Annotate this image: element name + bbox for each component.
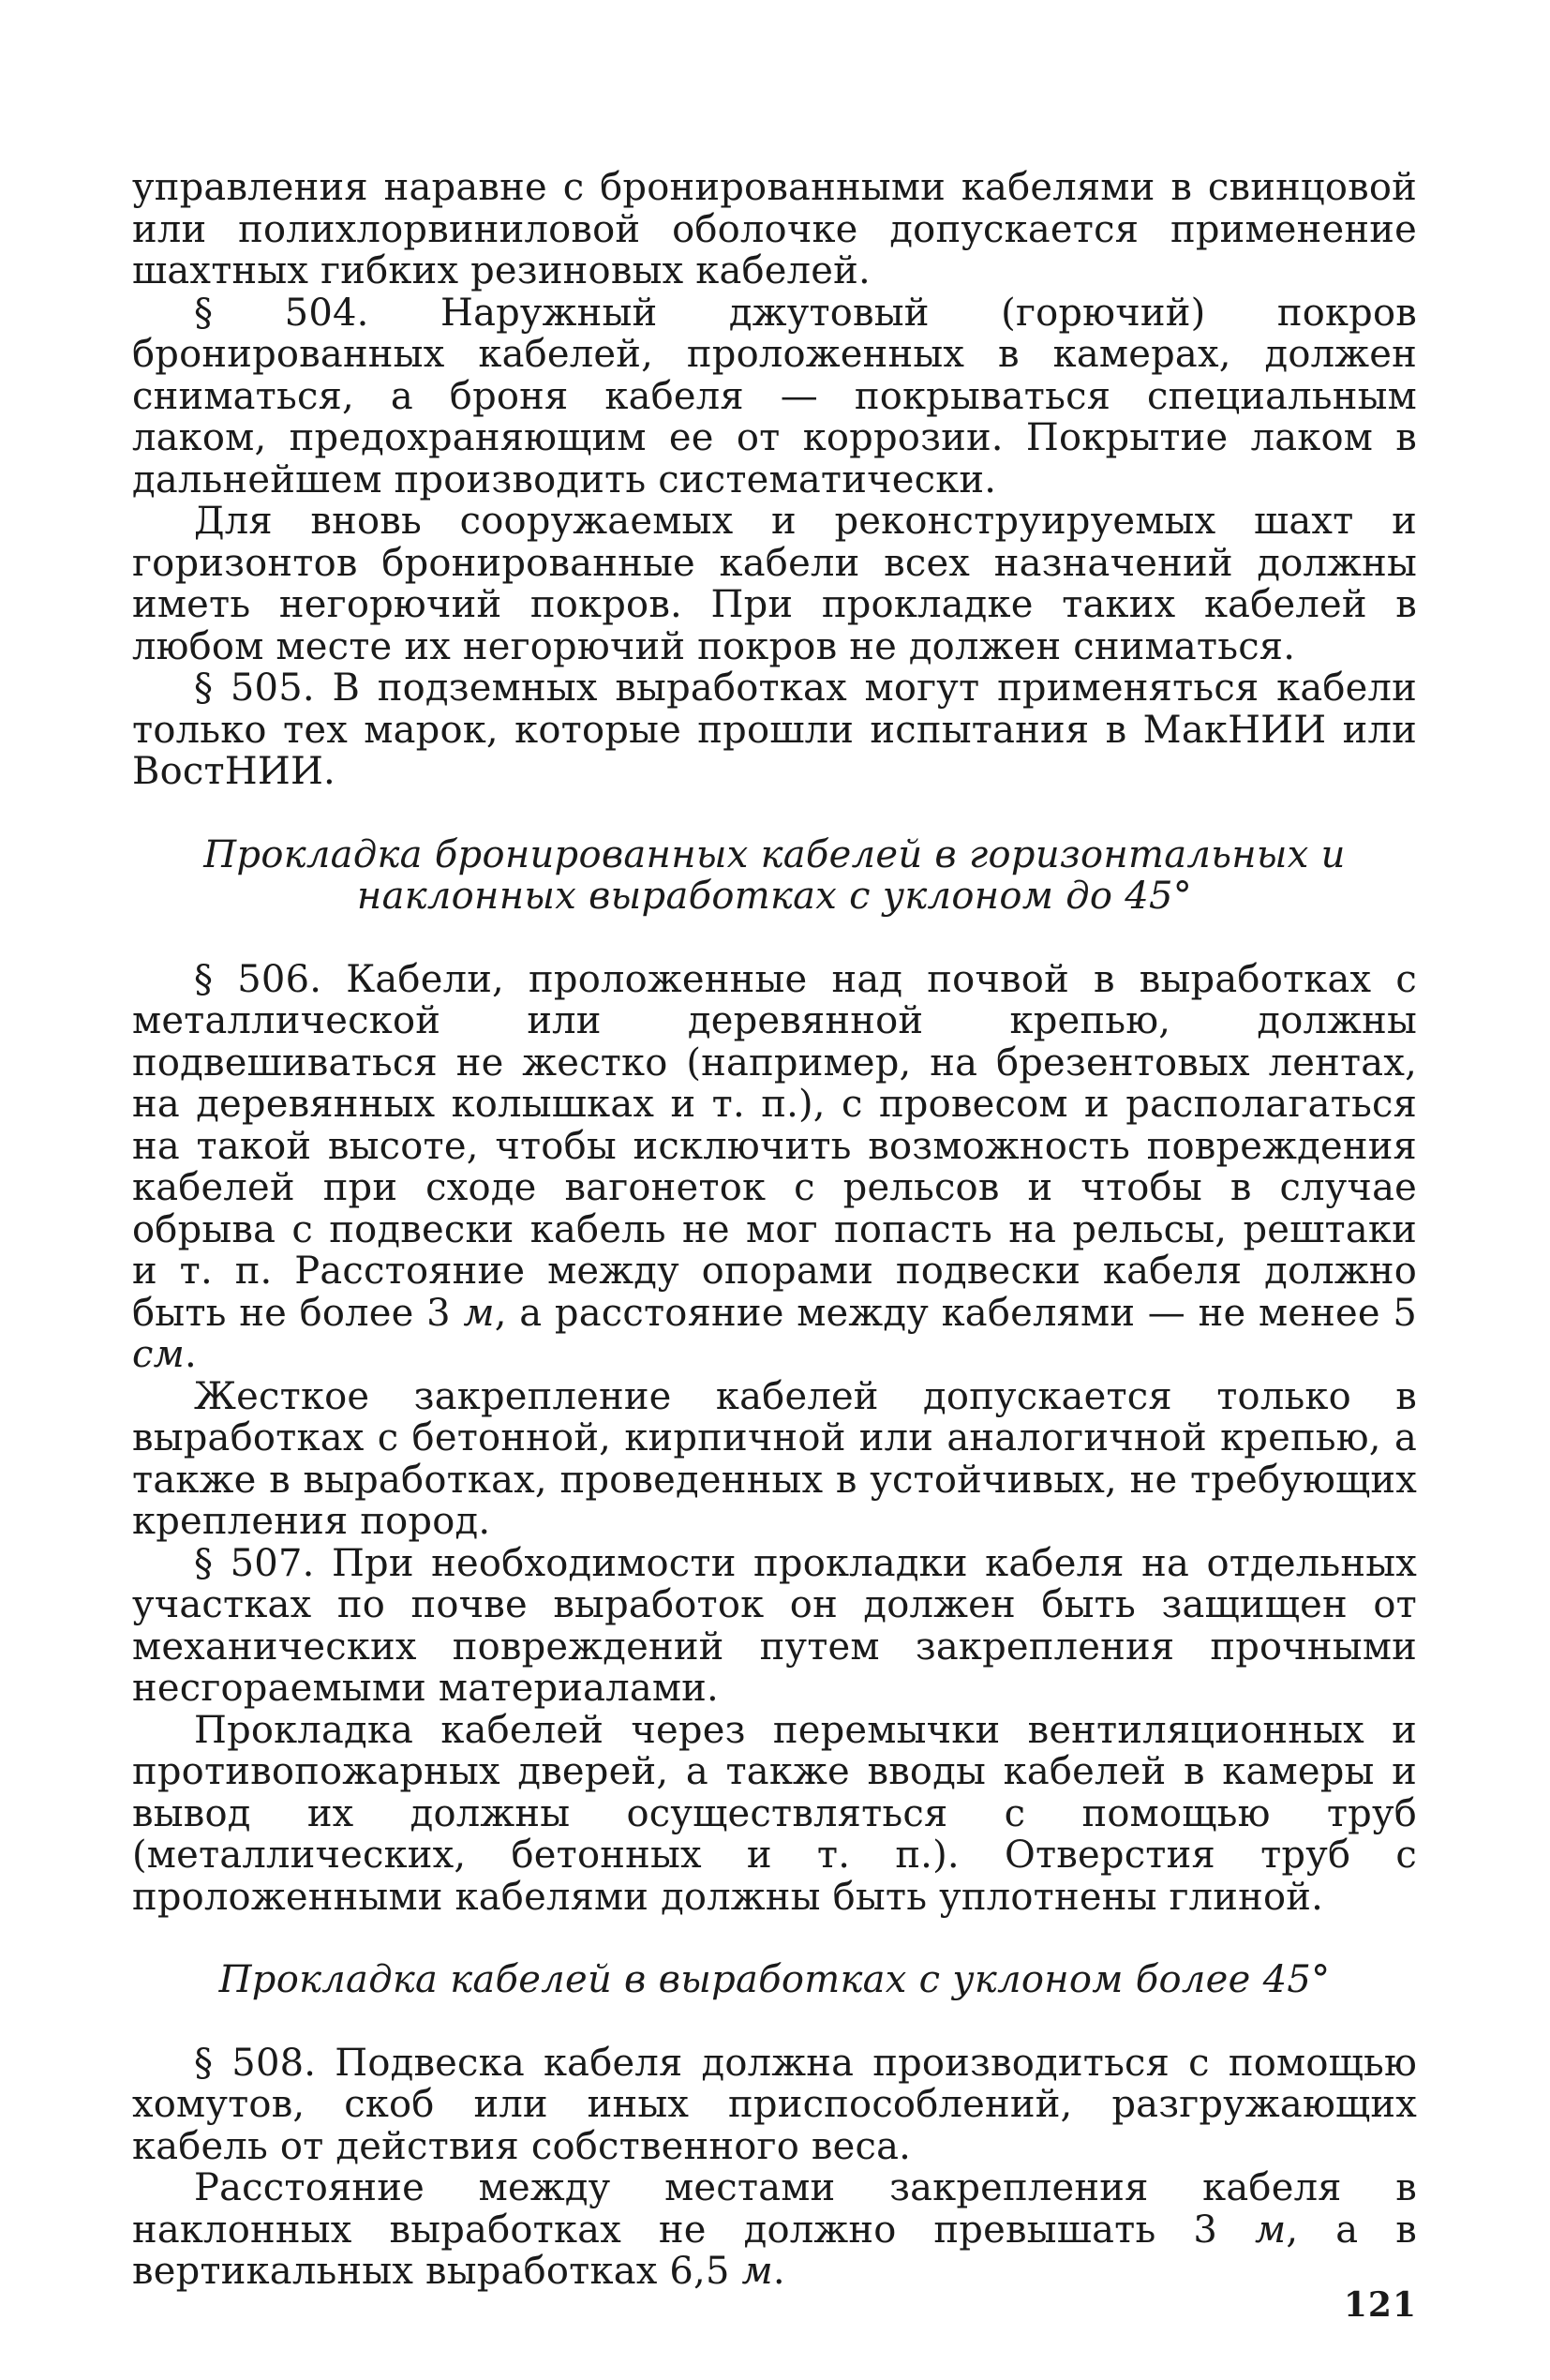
unit-centimeters: см: [132, 1333, 185, 1376]
unit-meters-vertical: м: [741, 2250, 773, 2293]
unit-meters-inclined: м: [1255, 2208, 1287, 2252]
paragraph-continuation: управления наравне с бронированными кабелями в свинцовой или полихлорвиниловой оболочке допускается применение шахтных гибких резиновых кабелей.: [132, 166, 1417, 292]
paragraph-506-text-b: , а расстояние между кабелями — не менее 5: [494, 1291, 1417, 1335]
paragraph-fixing-text-c: .: [772, 2250, 785, 2293]
paragraph-504: § 504. Наружный джутовый (горючий) покров бронированных кабелей, проложенных в камерах, должен сниматься, а броня кабеля — покрываться специальным лаком, предохраняющим ее от коррозии. Покрытие лаком в дальнейшем производить систематически.: [132, 291, 1417, 501]
paragraph-fixing-distance: [132, 2167, 1417, 2293]
paragraph-507: § 507. При необходимости прокладки кабеля на отдельных участках по почве выработок он должен быть защищен от механических повреждений путем закрепления прочными несгораемыми материалами.: [132, 1541, 1417, 1710]
page-number: 121: [1343, 2285, 1417, 2325]
section-heading-armored-cables: Прокладка бронированных кабелей в горизонтальных и наклонных выработках с уклоном до 45°: [203, 832, 1346, 918]
paragraph-505: § 505. В подземных выработках могут применяться кабели только тех марок, которые прошли испытания в МакНИИ или ВостНИИ.: [132, 666, 1417, 793]
paragraph-504-new-shafts: Для вновь сооружаемых и реконструируемых шахт и горизонтов бронированные кабели всех назначений должны иметь негорючий покров. При прокладке таких кабелей в любом месте их негорючий покров не должен сниматься.: [132, 500, 1417, 668]
paragraph-506-text-a: § 506. Кабели, проложенные над почвой в выработках с металлической или деревянной крепью, должны подвешиваться не жестко (например, на брезентовых лентах, на деревянных колышках и т. п.), с провесом и располагаться на такой высоте, чтобы исключить возможность повреждения кабелей при сходе вагонеток с рельсов и чтобы в случае обрыва с подвески кабель не мог попасть на рельсы, рештаки и т. п. Расстояние между опорами подвески кабеля должно быть не более 3: [132, 957, 1417, 1335]
unit-meters: м: [463, 1291, 495, 1335]
paragraph-cable-passage: Прокладка кабелей через перемычки вентиляционных и противопожарных дверей, а также вводы кабелей в камеры и вывод их должны осуществляться с помощью труб (металлических, бетонных и т. п.). Отверстия труб с проложенными кабелями должны быть уплотнены глиной.: [132, 1708, 1417, 1919]
page-body: [132, 167, 1417, 2293]
paragraph-506: [132, 959, 1417, 1376]
paragraph-rigid-fixing: Жесткое закрепление кабелей допускается только в выработках с бетонной, кирпичной или аналогичной крепью, а также в выработках, проведенных в устойчивых, не требующих крепления пород.: [132, 1374, 1417, 1543]
paragraph-fixing-text-b: , а в вертикальных выработках 6,5: [132, 2208, 1417, 2293]
paragraph-508: § 508. Подвеска кабеля должна производиться с помощью хомутов, скоб или иных приспособлений, разгружающих кабель от действия собственного веса.: [132, 2041, 1417, 2168]
paragraph-fixing-text-a: Расстояние между местами закрепления кабеля в наклонных выработках не должно превышать 3: [132, 2166, 1417, 2252]
section-heading-steep-workings: Прокладка кабелей в выработках с уклоном более 45°: [218, 1958, 1331, 2001]
paragraph-506-text-c: .: [184, 1333, 197, 1376]
